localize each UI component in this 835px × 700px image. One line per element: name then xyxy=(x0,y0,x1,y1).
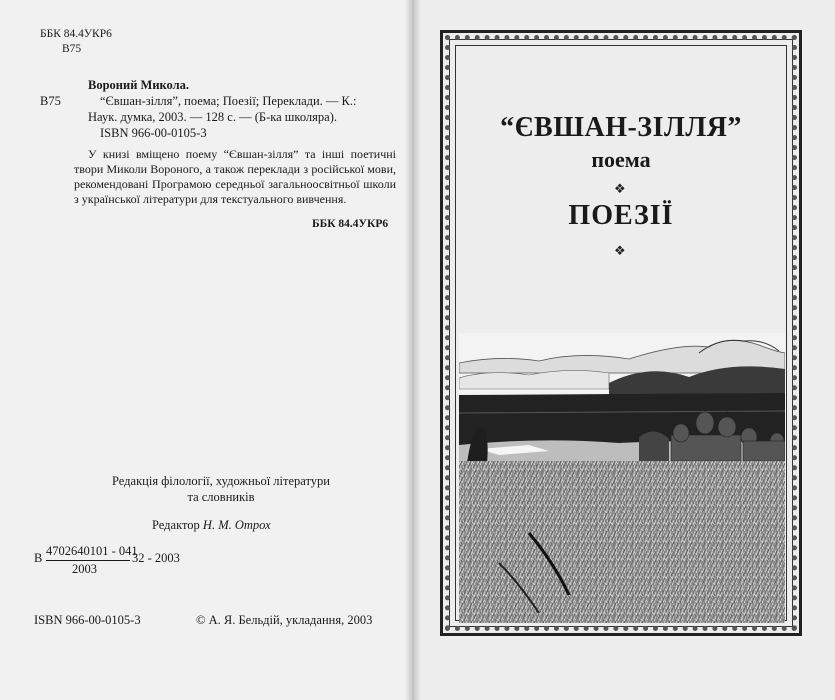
editorial-office-line-2: та словників xyxy=(187,490,255,504)
editor-name: Н. М. Отрох xyxy=(202,518,271,532)
book-gutter xyxy=(405,0,421,700)
poetry-title: ПОЕЗІЇ xyxy=(568,200,674,231)
poem-title: “ЄВШАН-ЗІЛЛЯ” xyxy=(500,112,742,143)
formula-fraction-line xyxy=(46,560,130,561)
bottom-isbn: ISBN 966-00-0105-3 xyxy=(34,613,141,627)
formula-right: 32 - 2003 xyxy=(132,551,180,565)
margin-author-code: В75 xyxy=(40,94,61,108)
ornament-icon: ❖ xyxy=(614,181,626,196)
catalog-description-2: Наук. думка, 2003. — 128 с. — (Б-ка школяра). xyxy=(88,110,338,124)
catalog-isbn: ISBN 966-00-0105-3 xyxy=(100,126,207,140)
formula-denominator: 2003 xyxy=(72,562,97,576)
copyright-line: © А. Я. Бельдій, укладання, 2003 xyxy=(196,613,373,627)
annotation-paragraph: У книзі вміщено поему “Євшан-зілля” та інші поетичні твори Миколи Вороного, а також переклади з російської мови, рекомендовані Програмою середньої загальноосвітньої школи з української літератури для текстуального вивчення. xyxy=(74,147,396,206)
formula-letter: В xyxy=(34,551,43,565)
top-classification-code: ББК 84.4УКР6 xyxy=(40,28,112,40)
landscape-illustration xyxy=(459,333,785,623)
poem-subtitle: поема xyxy=(591,147,651,172)
formula-numerator: 4702640101 - 041 xyxy=(46,544,138,558)
catalog-author: Вороний Микола. xyxy=(88,78,190,92)
ornament-icon: ❖ xyxy=(614,243,626,258)
top-author-code: В75 xyxy=(62,43,82,55)
catalog-description-1: “Євшан-зілля”, поема; Поезії; Переклади. — К.: xyxy=(100,94,357,108)
editor-label: Редактор xyxy=(152,518,200,532)
left-page xyxy=(0,0,413,700)
editor-line xyxy=(152,518,271,533)
classification-code-right: ББК 84.4УКР6 xyxy=(312,218,389,230)
editorial-office-line-1: Редакція філології, художньої літератури xyxy=(112,474,330,488)
